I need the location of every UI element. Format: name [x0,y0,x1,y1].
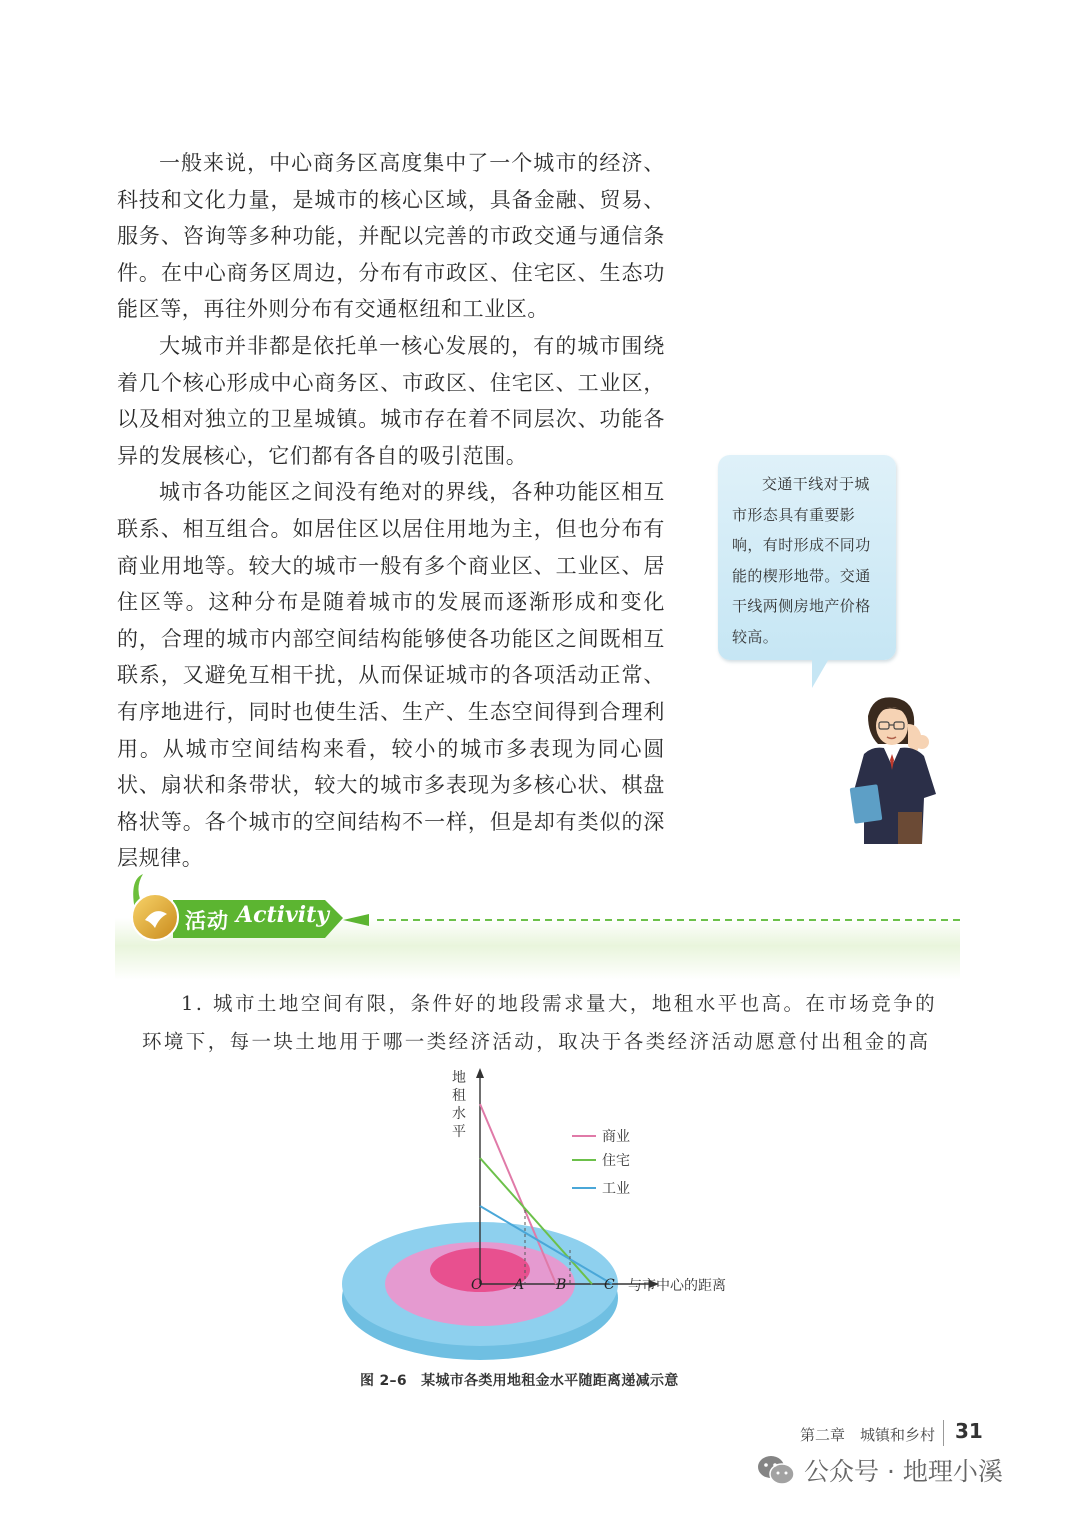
wechat-icon [756,1454,796,1486]
footer-divider [943,1420,944,1446]
paragraph: 一般来说，中心商务区高度集中了一个城市的经济、科技和文化力量，是城市的核心区域，具备金融、贸易、服务、咨询等多种功能，并配以完善的市政交通与通信条件。在中心商务区周边，分布有市政区、住宅区、生态功能区等，再往外则分布有交通枢纽和工业区。 [117,151,665,322]
y-label-char-3: 水 [452,1106,466,1122]
figure-caption: 图 2–6 某城市各类用地租金水平随距离递减示意 [360,1373,679,1389]
legend-commerce: 商业 [602,1129,630,1145]
x-axis-label: 与市中心的距离 [628,1278,726,1294]
activity-text-block [142,985,937,1061]
activity-label: 活动 [185,909,229,933]
y-axis-label [452,1069,470,1140]
watermark [756,1452,1003,1488]
body-text [117,145,665,877]
activity-label-en: Activity [236,902,330,928]
point-o: O [471,1277,483,1293]
y-label-char-4: 平 [452,1124,466,1140]
point-c: C [604,1277,615,1293]
page-number: 31 [955,1419,983,1443]
watermark-text: 公众号 · 地理小溪 [804,1457,1003,1486]
point-a: A [514,1277,525,1293]
bubble-tail [812,650,834,688]
teacher-illustration [838,694,948,844]
point-b: B [556,1277,567,1293]
paragraph: 大城市并非都是依托单一核心发展的，有的城市围绕着几个核心形成中心商务区、市政区、住宅区、工业区，以及相对独立的卫星城镇。城市存在着不同层次、功能各异的发展核心，它们都有各自的吸引范围。 [117,333,665,468]
legend-industrial: 工业 [602,1181,630,1197]
legend-residential: 住宅 [602,1153,630,1169]
sidebar-note-bubble [718,455,896,660]
paragraph: 城市各功能区之间没有绝对的界线，各种功能区相互联系、相互组合。如居住区以居住用地为主，但也分布有商业用地等。较大的城市一般有多个商业区、工业区、居住区等。这种分布是随着城市的发展而逐渐形成和变化的，合理的城市内部空间结构能够使各功能区之间既相互联系，又避免互相干扰，从而保证城市的各项活动正常、有序地进行，同时也使生活、生产、生态空间得到合理利用。从城市空间结构来看，较小的城市多表现为同心圆状、扇状和条带状，较大的城市多表现为多核心状、棋盘格状等。各个城市的空间结构不一样，但是却有类似的深层规律。 [117,480,665,871]
footer-chapter: 第二章 城镇和乡村 [800,1426,936,1444]
y-label-char-2: 租 [452,1088,466,1104]
sidebar-note-text: 交通干线对于城市形态具有重要影响，有时形成不同功能的楔形地带。交通干线两侧房地产价格较高。 [732,475,871,646]
activity-paragraph: 1. 城市土地空间有限，条件好的地段需求量大，地租水平也高。在市场竞争的环境下，每一块土地用于哪一类经济活动，取决于各类经济活动愿意付出租金的高 [142,992,937,1053]
y-label-char-1: 地 [452,1070,466,1086]
rent-distance-figure [330,1062,760,1372]
